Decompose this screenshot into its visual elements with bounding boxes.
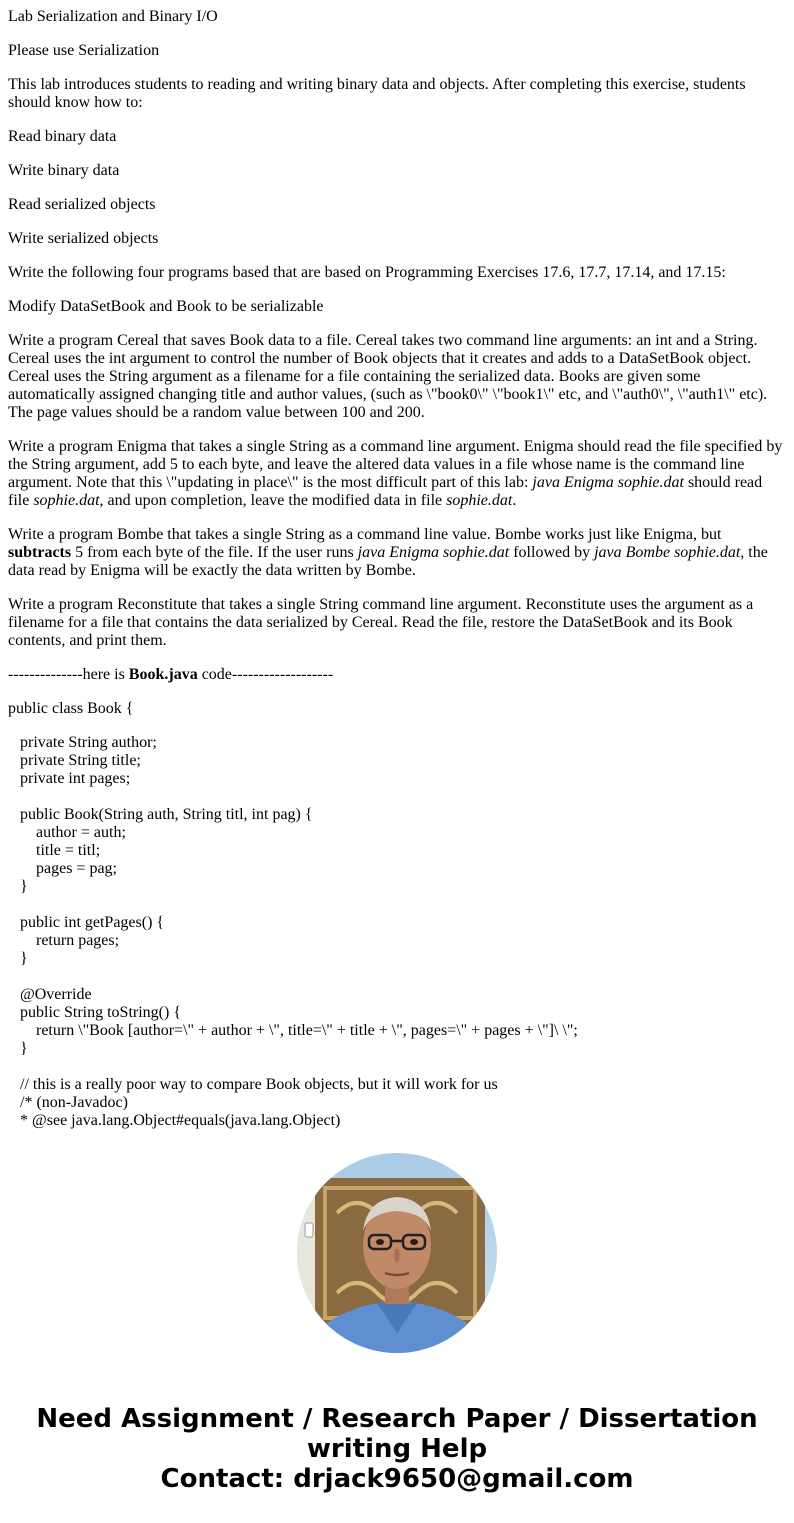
code-line: } bbox=[8, 878, 28, 895]
enigma-text: . bbox=[512, 492, 517, 509]
bombe-command: java Bombe sophie.dat bbox=[594, 544, 741, 561]
code-line bbox=[8, 968, 786, 986]
document-title: Lab Serialization and Binary I/O bbox=[8, 8, 218, 25]
code-line: public Book(String auth, String titl, int pag) { bbox=[8, 806, 313, 823]
instruction-text: Please use Serialization bbox=[8, 42, 160, 59]
code-line: /* (non-Javadoc) bbox=[8, 1094, 128, 1111]
lab-document bbox=[8, 8, 786, 1146]
bombe-text: followed by bbox=[509, 544, 595, 561]
avatar-portrait bbox=[297, 1153, 497, 1353]
code-header-file: Book.java bbox=[128, 666, 198, 683]
promo-line: Need Assignment / Research Paper / Dissertation bbox=[36, 1404, 758, 1434]
code-block bbox=[8, 734, 786, 1130]
bombe-text: , the data read by Enigma will be exactly the data written by Bombe. bbox=[8, 544, 768, 579]
code-class-declaration: public class Book { bbox=[8, 700, 134, 717]
intro-paragraph: This lab introduces students to reading and writing binary data and objects. After completing this exercise, students should know how to: bbox=[8, 76, 746, 111]
code-header bbox=[8, 666, 786, 684]
author-avatar bbox=[297, 1153, 497, 1353]
code-line: pages = pag; bbox=[8, 860, 117, 877]
objective-item: Read binary data bbox=[8, 128, 117, 145]
code-line: author = auth; bbox=[8, 824, 126, 841]
code-line: public String toString() { bbox=[8, 1004, 182, 1021]
enigma-filename: sophie.dat bbox=[446, 492, 513, 509]
bombe-command: java Enigma sophie.dat bbox=[357, 544, 510, 561]
enigma-filename: sophie.dat bbox=[33, 492, 100, 509]
code-line: private String author; bbox=[8, 734, 157, 751]
code-line: // this is a really poor way to compare Book objects, but it will work for us bbox=[8, 1076, 498, 1093]
code-line: title = titl; bbox=[8, 842, 101, 859]
code-line: @Override bbox=[8, 986, 92, 1003]
objective-item: Read serialized objects bbox=[8, 196, 156, 213]
promo-banner bbox=[0, 1404, 794, 1494]
programs-intro: Write the following four programs based that are based on Programming Exercises 17.6, 17.7, 17.14, and 17.15: bbox=[8, 264, 726, 281]
modify-task: Modify DataSetBook and Book to be serializable bbox=[8, 298, 324, 315]
code-line: return \"Book [author=\" + author + \", title=\" + title + \", pages=\" + pages + \"]\ \"; bbox=[8, 1022, 578, 1039]
bombe-task bbox=[8, 526, 786, 580]
code-header-prefix: --------------here is bbox=[8, 666, 129, 683]
code-line: return pages; bbox=[8, 932, 120, 949]
reconstitute-task: Write a program Reconstitute that takes a single String command line argument. Reconstitute uses the argument as a filename for a file that contains the data serialized by Cereal. Read the file, restore the DataSetBook and its Book contents, and print them. bbox=[8, 596, 754, 649]
enigma-command: java Enigma sophie.dat bbox=[532, 474, 684, 491]
code-line bbox=[8, 788, 786, 806]
enigma-text: , and upon completion, leave the modified data in file bbox=[99, 492, 447, 509]
bombe-text: 5 from each byte of the file. If the user runs bbox=[71, 544, 358, 561]
code-line: private int pages; bbox=[8, 770, 131, 787]
code-header-suffix: code------------------- bbox=[197, 666, 334, 683]
objective-item: Write binary data bbox=[8, 162, 120, 179]
enigma-text: should read file bbox=[8, 474, 763, 509]
code-line: } bbox=[8, 1040, 28, 1057]
code-line: private String title; bbox=[8, 752, 141, 769]
bombe-emphasis: subtracts bbox=[8, 544, 72, 561]
code-line: public int getPages() { bbox=[8, 914, 165, 931]
code-line bbox=[8, 1058, 786, 1076]
promo-contact: Contact: drjack9650@gmail.com bbox=[160, 1464, 634, 1494]
code-line: } bbox=[8, 950, 28, 967]
code-line: * @see java.lang.Object#equals(java.lang.Object) bbox=[8, 1112, 341, 1129]
bombe-text: Write a program Bombe that takes a single String as a command line value. Bombe works just like Enigma, but bbox=[8, 526, 722, 543]
enigma-text: Write a program Enigma that takes a single String as a command line argument. Enigma should read the file specified by the String argument, add 5 to each byte, and leave the altered data values in a file whose name is the command line argument. Note that this \"updating in place\" is the most difficult part of this lab: bbox=[8, 438, 783, 491]
code-line bbox=[8, 896, 786, 914]
objective-item: Write serialized objects bbox=[8, 230, 159, 247]
cereal-task: Write a program Cereal that saves Book data to a file. Cereal takes two command line arguments: an int and a String. Cereal uses the int argument to control the number of Book objects that it creates and adds to a DataSetBook object. Cereal uses the String argument as a filename for a file containing the serialized data. Books are given some automatically assigned changing title and author values, (such as \"book0\" \"book1\" etc, and \"auth0\", \"auth1\" etc). The page values should be a random value between 100 and 200. bbox=[8, 332, 768, 421]
enigma-task bbox=[8, 438, 786, 510]
promo-line: writing Help bbox=[306, 1434, 488, 1464]
